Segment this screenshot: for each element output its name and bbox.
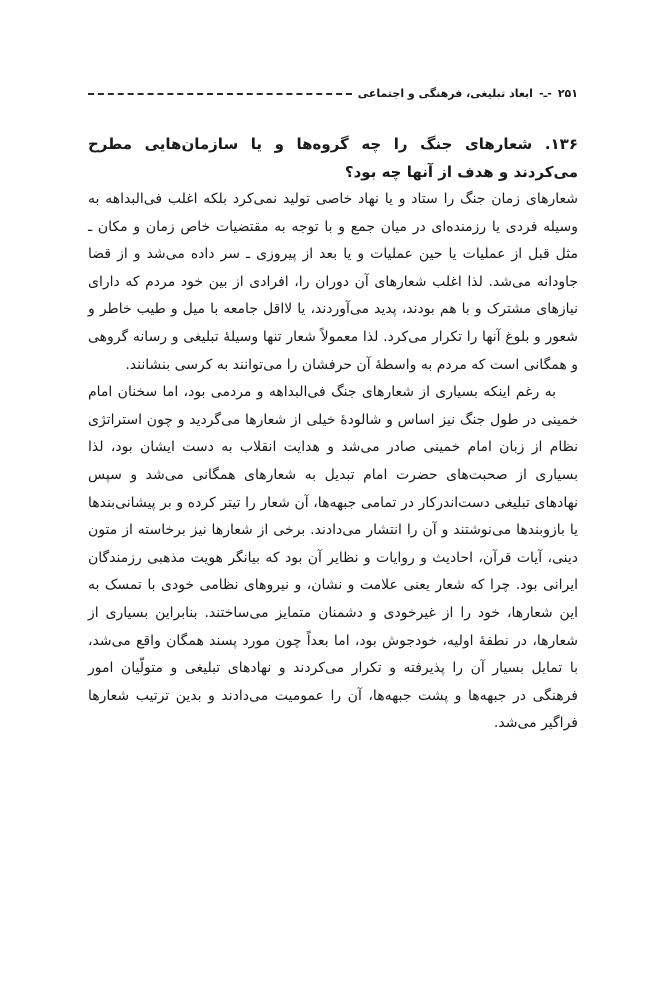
header-separator: -ـ- bbox=[538, 86, 552, 100]
running-header bbox=[88, 82, 578, 104]
body-paragraph-1: شعارهای زمان جنگ را ستاد و یا نهاد خاصی تولید نمی‌کرد بلکه اغلب فی‌البداهه به وسیله فردی یا رزمنده‌ای در میان جمع و با توجه به مقتضیات خاص زمان و مکان ـ مثل قبل از عملیات یا حین عملیات و یا بعد از پیروزی ـ سر داده می‌شد و از قضا جاودانه می‌شد. لذا اغلب شعارهای آن دوران را، افرادی از بین خود مردم که دارای نیازهای مشترک و با هم بودند، پدید می‌آوردند، یا لااقل جامعه با میل و طیب خاطر و شعور و بلوغ آنها را تکرار می‌کرد. لذا معمولاً شعار تنها وسیلۀ تبلیغی و رسانه گروهی و همگانی است که مردم به واسطۀ آن حرفشان را می‌توانند به کرسی بنشانند. bbox=[88, 191, 578, 373]
running-title: ابعاد تبلیغی، فرهنگی و اجتماعی bbox=[357, 86, 533, 100]
question-title: ۱۳۶. شعارهای جنگ را چه گروه‌ها و یا سازمان‌هایی مطرح می‌کردند و هدف از آنها چه بود؟ bbox=[88, 135, 578, 181]
book-page bbox=[88, 82, 578, 738]
page-number: ۲۵۱ bbox=[557, 86, 578, 100]
body-paragraph-2: به رغم اینکه بسیاری از شعارهای جنگ فی‌البداهه و مردمی بود، اما سخنان امام خمینی در طول جنگ نیز اساس و شالودۀ خیلی از شعارها می‌گردید و چون استراتژی نظام از زبان امام خمینی صادر می‌شد و هدایت انقلاب به دست ایشان بود، لذا بسیاری از صحبت‌های حضرت امام تبدیل به شعارهای همگانی می‌شد و سپس نهادهای تبلیغی دست‌اندرکار در تمامی جبهه‌ها، آن شعار را تیتر کرده و بر پیشانی‌بندها یا بازوبندها می‌نوشتند و آن را انتشار می‌دادند. برخی از شعارها نیز برخاسته از متون دینی، آیات قرآن، احادیث و روایات و نظایر آن بود که بیانگر هویت مذهبی رزمندگان ایرانی بود. چرا که شعار یعنی علامت و نشان، و نیروهای نظامی خودی با تمسک به این شعارها، خود را از غیرخودی و دشمنان متمایز می‌ساختند. بنابراین بسیاری از شعارها، در نطفۀ اولیه، خودجوش بود، اما بعداً چون مورد پسند همگان واقع می‌شد، با تمایل بسیار آن را پذیرفته و تکرار می‌کردند و نهادهای تبلیغی و متولّیان امور فرهنگی در جبهه‌ها و پشت جبهه‌ها، آن را عمومیت می‌دادند و بدین ترتیب شعارها فراگیر می‌شد. bbox=[88, 384, 578, 732]
header-dashed-rule bbox=[88, 93, 352, 95]
